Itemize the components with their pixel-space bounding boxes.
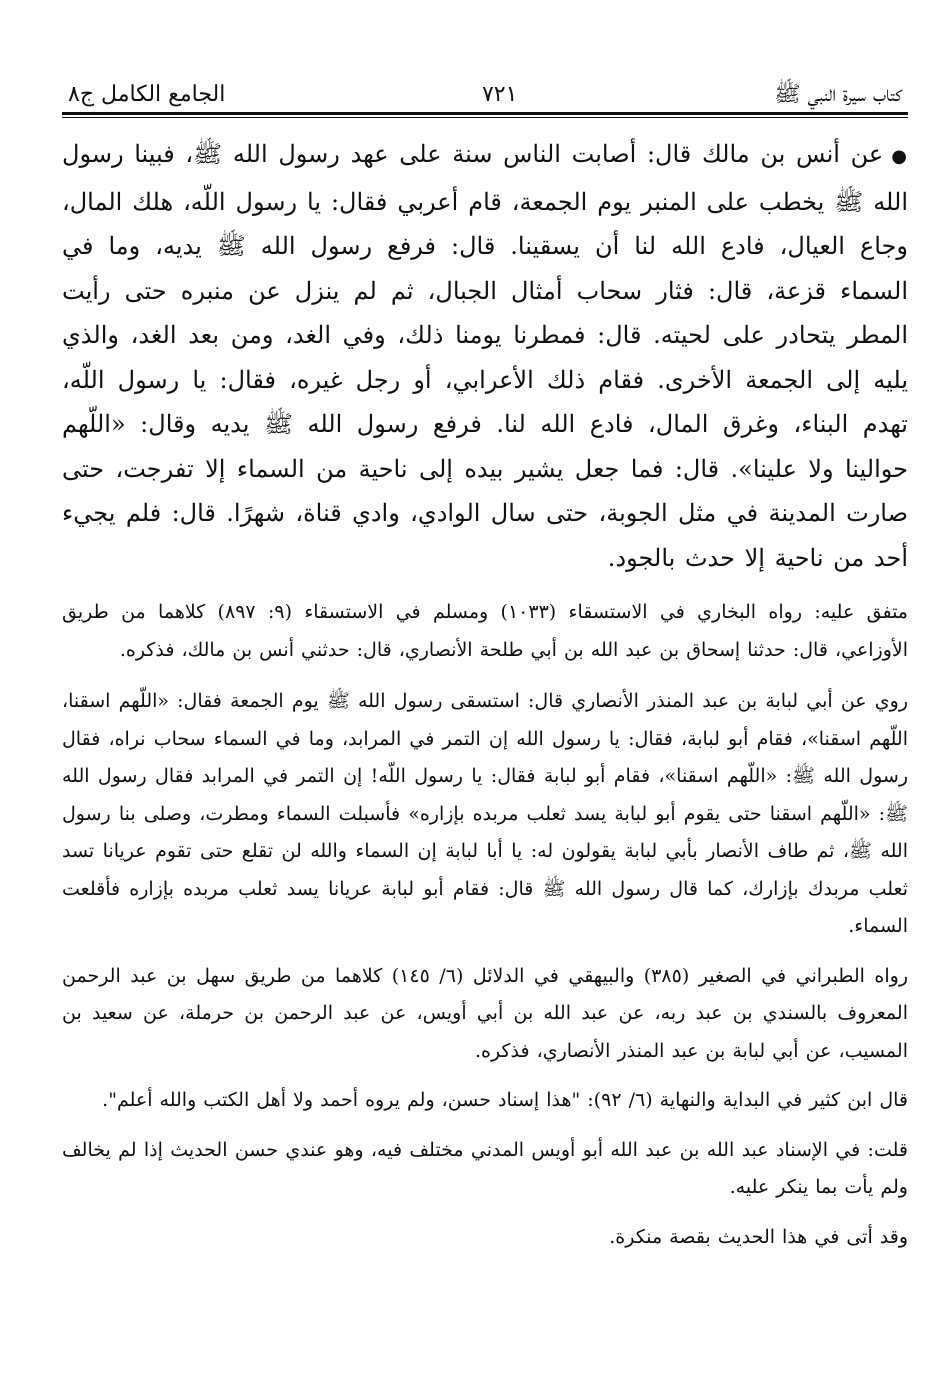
header-collection-title: الجامع الكامل ج٨ [68,82,226,107]
takhrij-paragraph-2: رواه الطبراني في الصغير (٣٨٥) والبيهقي في الدلائل (٦/ ١٤٥) كلاهما من طريق سهل بن عبد الرحمن المعروف بالسندي بن عبد ربه، عن عبد الله بن أبي أويس، عن عبد الرحمن بن حرملة، عن سعيد بن المسيب، عن أبي لبابة بن عبد المنذر الأنصاري، فذكره. [62,964,908,1062]
header-book-title: كتاب سيرة النبي ﷺ [774,82,902,107]
book-page [62,60,908,1256]
page-body [62,132,908,1256]
header-rule-thin [62,117,908,118]
bullet-icon: ● [891,146,908,167]
hadith-text: عن أنس بن مالك قال: أصابت الناس سنة على عهد رسول الله ﷺ، فبينا رسول الله ﷺ يخطب على المنبر يوم الجمعة، قام أعربي فقال: يا رسول اللّه، هلك المال، وجاع العيال، فادع الله لنا أن يسقينا. قال: فرفع رسول الله ﷺ يديه، وما في السماء قزعة، قال: فثار سحاب أمثال الجبال، ثم لم ينزل عن منبره حتى رأيت المطر يتحادر على لحيته. قال: فمطرنا يومنا ذلك، وفي الغد، ومن بعد الغد، والذي يليه إلى الجمعة الأخرى. فقام ذلك الأعرابي، أو رجل غيره، فقال: يا رسول اللّه، تهدم البناء، وغرق المال، فادع الله لنا. فرفع رسول الله ﷺ يديه وقال: «اللّهم حوالينا ولا علينا». قال: فما جعل يشير بيده إلى ناحية من السماء إلا تفرجت، حتى صارت المدينة في مثل الجوبة، حتى سال الوادي، وادي قناة، شهرًا. قال: فلم يجيء أحد من ناحية إلا حدث بالجود. [62,140,908,572]
page-header [62,60,908,106]
final-note-paragraph: وقد أتى في هذا الحديث بقصة منكرة. [609,1225,908,1248]
author-comment-paragraph: قلت: في الإسناد عبد الله بن عبد الله أبو أويس المدني مختلف فيه، وهو عندي حسن الحديث إذا لم يخالف ولم يأت بما ينكر عليه. [62,1138,908,1198]
takhrij-paragraph-1: متفق عليه: رواه البخاري في الاستسقاء (١٠٣٣) ومسلم في الاستسقاء (٩: ٨٩٧) كلاهما من طريق الأوزاعي، قال: حدثنا إسحاق بن عبد الله بن أبي طلحة الأنصاري، قال: حدثني أنس بن مالك، فذكره. [62,601,908,661]
hadith-paragraph [62,132,908,580]
header-rule-thick [62,112,908,115]
header-page-number: ٧٢١ [481,82,518,107]
ibn-kathir-paragraph: قال ابن كثير في البداية والنهاية (٦/ ٩٢): "هذا إسناد حسن، ولم يروه أحمد ولا أهل الكتب والله أعلم". [102,1089,908,1111]
narration-paragraph-2: روي عن أبي لبابة بن عبد المنذر الأنصاري قال: استسقى رسول الله ﷺ يوم الجمعة فقال: «اللّهم اسقنا، اللّهم اسقنا»، فقام أبو لبابة، فقال: يا رسول الله إن التمر في المرابد، وما في السماء سحاب نراه، فقال رسول الله ﷺ: «اللّهم اسقنا»، فقام أبو لبابة فقال: يا رسول اللّه! إن التمر في المرابد فقال رسول الله ﷺ: «اللّهم اسقنا حتى يقوم أبو لبابة يسد ثعلب مربده بإزاره» فأسبلت السماء ومطرت، وصلى بنا رسول الله ﷺ، ثم طاف الأنصار بأبي لبابة يقولون له: يا أبا لبابة إن السماء والله لن تقلع حتى تقوم عريانا تسد ثعلب مربدك بإزارك، كما قال رسول الله ﷺ قال: فقام أبو لبابة عريانا يسد ثعلب مربده بإزاره فأقلعت السماء. [62,690,908,937]
